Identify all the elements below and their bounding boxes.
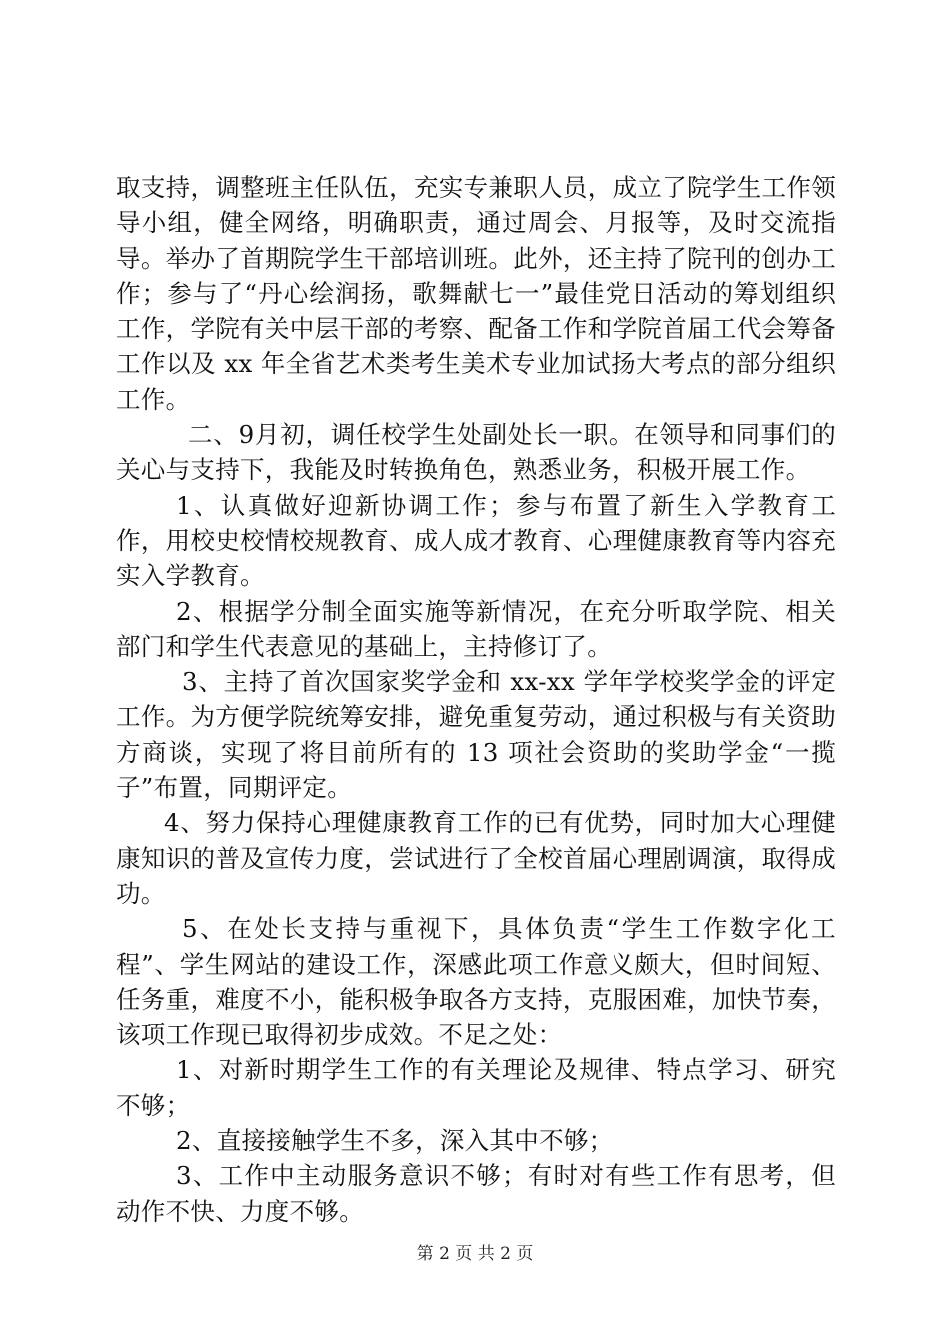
paragraph-item-5: 5、在处长支持与重视下，具体负责“学生工作数字化工程”、学生网站的建设工作，深感此项工作意义颇大，但时间短、任务重，难度不小，能积极争取各方支持，克服困难，加快节奏，该项工作现已取得初步成效。不足之处： — [116, 914, 836, 1050]
paragraph-item-3: 3、主持了首次国家奖学金和 xx-xx 学年学校奖学金的评定工作。为方便学院统筹安排，避免重复劳动，通过积极与有关资助方商谈，实现了将目前所有的 13 项社会资助的奖助学金“一揽子”布置，同期评定。 — [116, 667, 836, 803]
paragraph-continued-summary: 取支持，调整班主任队伍，充实专兼职人员，成立了院学生工作领导小组，健全网络，明确职责，通过周会、月报等，及时交流指导。举办了首期院学生干部培训班。此外，还主持了院刊的创办工作；参与了“丹心绘润扬，歌舞献七一”最佳党日活动的筹划组织工作，学院有关中层干部的考察、配备工作和学院首届工代会筹备工作以及 xx 年全省艺术类考生美术专业加试扬大考点的部分组织工作。 — [116, 173, 836, 414]
document-body — [116, 170, 836, 1229]
paragraph-shortcoming-1: 1、对新时期学生工作的有关理论及规律、特点学习、研究不够； — [116, 1055, 836, 1120]
paragraph-section-two: 二、9月初，调任校学生处副处长一职。在领导和同事们的关心与支持下，我能及时转换角色，熟悉业务，积极开展工作。 — [116, 420, 836, 485]
paragraph-shortcoming-2: 2、直接接触学生不多，深入其中不够； — [176, 1126, 614, 1156]
page-number-footer: 第 2 页 共 2 页 — [416, 1244, 534, 1264]
paragraph-shortcoming-3: 3、工作中主动服务意识不够；有时对有些工作有思考，但动作不快、力度不够。 — [116, 1161, 836, 1226]
paragraph-item-4: 4、努力保持心理健康教育工作的已有优势，同时加大心理健康知识的普及宣传力度，尝试进行了全校首届心理剧调演，取得成功。 — [116, 808, 836, 908]
paragraph-item-1: 1、认真做好迎新协调工作；参与布置了新生入学教育工作，用校史校情校规教育、成人成才教育、心理健康教育等内容充实入学教育。 — [116, 490, 836, 591]
paragraph-item-2: 2、根据学分制全面实施等新情况，在充分听取学院、相关部门和学生代表意见的基础上，主持修订了。 — [116, 596, 836, 661]
